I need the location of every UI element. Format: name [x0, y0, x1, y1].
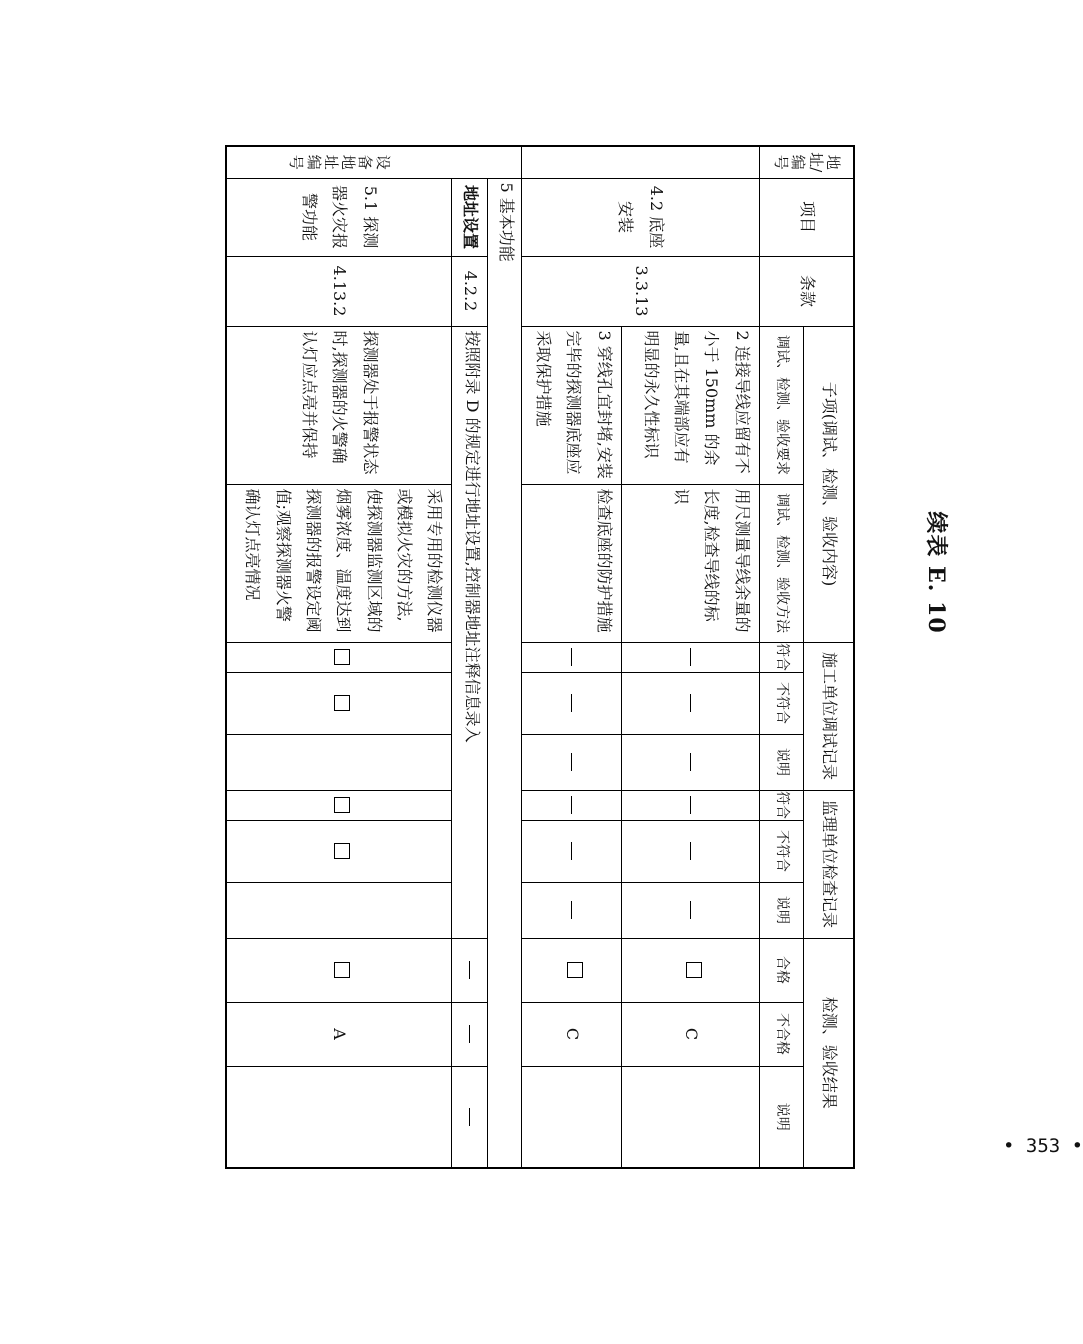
row-base-2-method: 检查底座的防护措施 [521, 484, 621, 642]
row-address-clause: 4.2.2 [452, 256, 487, 326]
checkbox[interactable] [334, 695, 350, 711]
dash-mark [469, 1108, 470, 1126]
row-base-2-c-note [521, 734, 621, 790]
checkbox[interactable] [686, 962, 702, 978]
header-i-note: 说明 [759, 1066, 803, 1168]
row-section [487, 146, 521, 1168]
row-alarm-clause: 4.13.2 [226, 256, 452, 326]
dash-mark [690, 796, 691, 814]
row-base-addr [521, 146, 759, 178]
header-clause: 条款 [759, 256, 854, 326]
device-addr-no-label: 设备地址编号 [287, 154, 392, 170]
row-alarm-s-conform [226, 790, 452, 820]
row-alarm-item: 5.1 探测器火灾报警功能 [226, 178, 452, 256]
row-alarm-i-pass [226, 938, 452, 1002]
row-base-1-s-nonconform [621, 820, 759, 882]
checkbox[interactable] [334, 962, 350, 978]
row-base-2-c-nonconform [521, 672, 621, 734]
row-base-2-req: 3 穿线孔宜封堵,安装完毕的探测器底座应采取保护措施 [521, 326, 621, 484]
row-alarm-req: 探测器处于报警状态时,探测器的火警确认灯应点亮并保持 [226, 326, 452, 484]
rotated-page [153, 50, 1083, 1240]
row-base-1-i-pass [621, 938, 759, 1002]
section-label: 5 基本功能 [487, 178, 521, 1168]
table-title: 续表 E. 10 [923, 511, 949, 634]
row-alarm-s-note [226, 882, 452, 938]
header-i-pass: 合格 [759, 938, 803, 1002]
header-subitem: 子项(调试、检测、验收内容) [804, 326, 854, 642]
row-alarm-c-note [226, 734, 452, 790]
row-base-1 [621, 146, 759, 1168]
row-base-2-i-pass [521, 938, 621, 1002]
row-base-2-i-note [521, 1066, 621, 1168]
row-address [452, 146, 487, 1168]
dash-mark [571, 796, 572, 814]
row-base-2-i-fail: C [521, 1002, 621, 1066]
dash-mark [469, 961, 470, 979]
header-construction: 施工单位调试记录 [804, 642, 854, 790]
row-address-i-pass [452, 938, 487, 1002]
row-base-1-i-fail: C [621, 1002, 759, 1066]
row-base-1-method: 用尺测量导线余量的长度,检查导线的标识 [621, 484, 759, 642]
row-address-i-note [452, 1066, 487, 1168]
row-base-1-c-nonconform [621, 672, 759, 734]
row-base-item: 4.2 底座安装 [521, 178, 759, 256]
row-base-clause: 3.3.13 [521, 256, 759, 326]
row-base-2-s-nonconform [521, 820, 621, 882]
row-base-2-c-conform [521, 642, 621, 672]
row-base-1-req: 2 连接导线应留有不小于 150mm 的余量,且在其端部应有明显的永久性标识 [621, 326, 759, 484]
dash-mark [690, 842, 691, 860]
row-base-1-i-note [621, 1066, 759, 1168]
checkbox[interactable] [334, 797, 350, 813]
dash-mark [571, 753, 572, 771]
inspection-table [225, 145, 855, 1169]
row-alarm-i-note [226, 1066, 452, 1168]
row-alarm-i-fail: A [226, 1002, 452, 1066]
checkbox[interactable] [334, 843, 350, 859]
row-alarm-method: 采用专用的检测仪器或模拟火灾的方法,使探测器监测区域的烟雾浓度、温度达到探测器的报警设定阈值;观察探测器火警确认灯点亮情况 [226, 484, 452, 642]
header-inspection: 检测、验收结果 [804, 938, 854, 1168]
dash-mark [690, 694, 691, 712]
header-supervision: 监理单位检查记录 [804, 790, 854, 938]
device-addr-no [226, 146, 521, 178]
header-s-note: 说明 [759, 882, 803, 938]
row-address-i-fail [452, 1002, 487, 1066]
dash-mark [571, 842, 572, 860]
dash-mark [571, 694, 572, 712]
dash-mark [690, 901, 691, 919]
checkbox[interactable] [567, 962, 583, 978]
page-number: • 353 • [1003, 1135, 1083, 1157]
dash-mark [690, 648, 691, 666]
header-subitem-method: 调试、检测、验收方法 [759, 484, 803, 642]
row-base-1-c-note [621, 734, 759, 790]
row-alarm-s-nonconform [226, 820, 452, 882]
header-c-conform: 符合 [759, 642, 803, 672]
dash-mark [571, 901, 572, 919]
row-base-1-s-conform [621, 790, 759, 820]
row-address-content: 按照附录 D 的规定进行地址设置,控制器地址注释信息录入 [452, 326, 487, 938]
header-s-nonconform: 不符合 [759, 820, 803, 882]
row-alarm [226, 146, 452, 1168]
row-base-1-s-note [621, 882, 759, 938]
row-address-item: 地址设置 [452, 178, 487, 256]
row-base-2-s-note [521, 882, 621, 938]
header-c-nonconform: 不符合 [759, 672, 803, 734]
header-addr-no [759, 146, 854, 178]
header-subitem-req: 调试、检测、验收要求 [759, 326, 803, 484]
dash-mark [469, 1025, 470, 1043]
header-i-fail: 不合格 [759, 1002, 803, 1066]
header-s-conform: 符合 [759, 790, 803, 820]
header-row-1 [804, 146, 854, 1168]
row-base-1-c-conform [621, 642, 759, 672]
row-alarm-c-conform [226, 642, 452, 672]
addr-no-label: 地址/编号 [772, 152, 842, 173]
header-item: 项目 [759, 178, 854, 256]
dash-mark [690, 753, 691, 771]
header-c-note: 说明 [759, 734, 803, 790]
row-alarm-c-nonconform [226, 672, 452, 734]
dash-mark [571, 648, 572, 666]
checkbox[interactable] [334, 649, 350, 665]
row-base-2-s-conform [521, 790, 621, 820]
